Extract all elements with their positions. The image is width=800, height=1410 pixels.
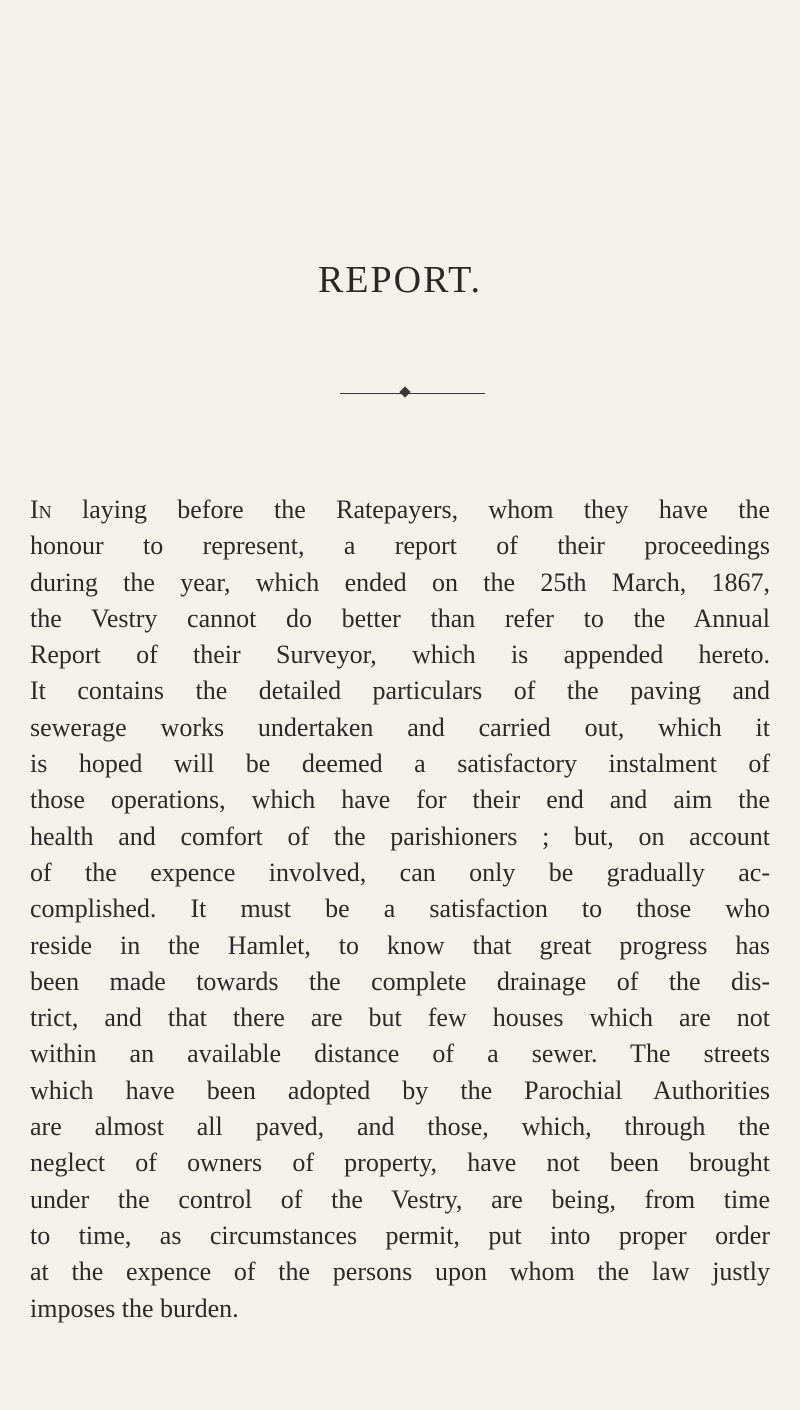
paragraph-line: complished. It must be a satisfaction to those who (30, 894, 770, 924)
paragraph-line: imposes the burden. (30, 1293, 239, 1323)
divider-ornament-icon (399, 386, 410, 397)
drop-word: In (30, 495, 52, 524)
paragraph-line: under the control of the Vestry, are being, from time (30, 1184, 770, 1214)
paragraph-line: sewerage works undertaken and carried out, which it (30, 712, 770, 742)
paragraph-line: those operations, which have for their end and aim the (30, 785, 770, 815)
paragraph-line: of the expence involved, can only be gradually ac- (30, 857, 770, 887)
report-paragraph (30, 492, 770, 1327)
paragraph-line: at the expence of the persons upon whom the law justly (30, 1257, 770, 1287)
page-title: REPORT. (317, 259, 483, 301)
paragraph-line: is hoped will be deemed a satisfactory instalment of (30, 749, 770, 779)
paragraph-line: are almost all paved, and those, which, through the (30, 1112, 770, 1142)
section-divider (340, 393, 485, 394)
paragraph-line: during the year, which ended on the 25th March, 1867, (30, 567, 770, 597)
paragraph-line: health and comfort of the parishioners ; but, on account (30, 821, 770, 851)
paragraph-line: the Vestry cannot do better than refer to the Annual (30, 603, 770, 633)
paragraph-line: to time, as circumstances permit, put into proper order (30, 1220, 770, 1250)
paragraph-line: In laying before the Ratepayers, whom they have the (30, 495, 770, 524)
paragraph-line: within an available distance of a sewer. The streets (30, 1039, 770, 1069)
paragraph-line: It contains the detailed particulars of the paving and (30, 676, 770, 706)
paragraph-line: honour to represent, a report of their proceedings (30, 531, 770, 561)
paragraph-line: which have been adopted by the Parochial Authorities (30, 1075, 770, 1105)
paragraph-line: neglect of owners of property, have not been brought (30, 1148, 770, 1178)
paragraph-line: been made towards the complete drainage of the dis- (30, 966, 770, 996)
paragraph-line: reside in the Hamlet, to know that great progress has (30, 930, 770, 960)
paragraph-line: trict, and that there are but few houses which are not (30, 1003, 770, 1033)
paragraph-line: Report of their Surveyor, which is appended hereto. (30, 640, 770, 670)
